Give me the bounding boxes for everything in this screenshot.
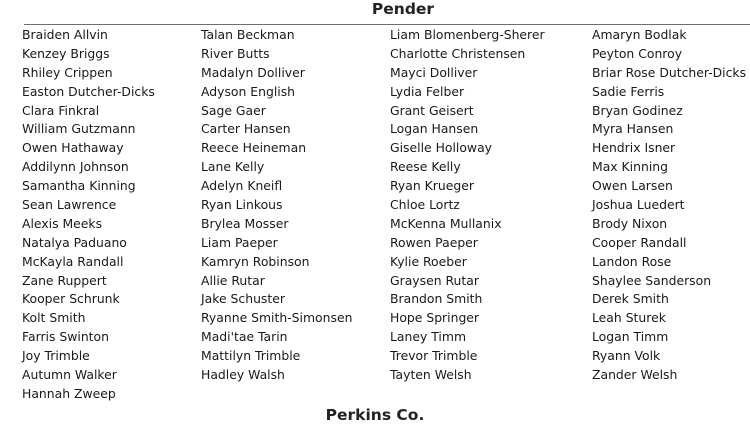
student-name: Madalyn Dolliver: [201, 64, 305, 80]
student-name: Logan Timm: [592, 329, 669, 345]
student-name: Joshua Luedert: [592, 197, 685, 213]
student-name: Zander Welsh: [592, 367, 678, 383]
student-name: Talan Beckman: [201, 27, 295, 42]
name-column-1: [22, 26, 155, 404]
student-name: River Butts: [201, 45, 270, 61]
student-name: Sage Gaer: [201, 102, 266, 118]
student-name: Mayci Dolliver: [390, 64, 478, 80]
student-name: Joy Trimble: [22, 348, 90, 364]
student-name: Briar Rose Dutcher-Dicks: [592, 64, 747, 80]
student-name: Kooper Schrunk: [22, 291, 120, 307]
student-name: Carter Hansen: [201, 121, 291, 137]
student-name: Hope Springer: [390, 310, 480, 326]
section-heading: Pender: [371, 0, 435, 18]
student-name: Ryan Linkous: [201, 197, 283, 213]
student-name: Addilynn Johnson: [22, 159, 129, 175]
student-name: Ryann Volk: [592, 348, 661, 364]
student-name: McKenna Mullanix: [390, 215, 502, 231]
name-column-4: [592, 26, 746, 385]
student-name: Brylea Mosser: [201, 215, 289, 231]
student-name: Madi'tae Tarin: [201, 329, 288, 345]
student-name: Liam Paeper: [201, 234, 278, 250]
student-name: Graysen Rutar: [390, 272, 479, 288]
student-name: Brody Nixon: [592, 215, 668, 231]
student-name: Hendrix Isner: [592, 140, 676, 156]
student-name: Braiden Allvin: [22, 27, 108, 42]
student-name: Derek Smith: [592, 291, 669, 307]
student-name: Max Kinning: [592, 159, 668, 175]
student-name: Giselle Holloway: [390, 140, 492, 156]
student-name: Laney Timm: [390, 329, 467, 345]
student-name: Easton Dutcher-Dicks: [22, 83, 155, 99]
student-name: Rhiley Crippen: [22, 64, 113, 80]
student-name: Peyton Conroy: [592, 45, 683, 61]
student-name: Logan Hansen: [390, 121, 479, 137]
student-name: Sadie Ferris: [592, 83, 665, 99]
student-name: Adelyn Kneifl: [201, 178, 283, 194]
student-name: Mattilyn Trimble: [201, 348, 301, 364]
student-name: Adyson English: [201, 83, 296, 99]
student-name: Farris Swinton: [22, 329, 109, 345]
student-name: Leah Sturek: [592, 310, 666, 326]
student-name: Tayten Welsh: [390, 367, 472, 383]
student-name: Charlotte Christensen: [390, 45, 526, 61]
student-name: Zane Ruppert: [22, 272, 107, 288]
student-name: Samantha Kinning: [22, 178, 136, 194]
student-name: Reese Kelly: [390, 159, 461, 175]
student-name: Clara Finkral: [22, 102, 100, 118]
student-name: McKayla Randall: [22, 253, 124, 269]
student-name: Ryanne Smith-Simonsen: [201, 310, 353, 326]
student-name: Lane Kelly: [201, 159, 265, 175]
name-column-2: [201, 26, 352, 385]
student-name: Brandon Smith: [390, 291, 483, 307]
name-column-3: [390, 26, 545, 385]
student-name: Ryan Krueger: [390, 178, 474, 194]
student-name: Kolt Smith: [22, 310, 86, 326]
student-name: Cooper Randall: [592, 234, 687, 250]
student-name: Alexis Meeks: [22, 215, 103, 231]
student-name: Kylie Roeber: [390, 253, 467, 269]
next-section-heading: Perkins Co.: [325, 406, 425, 424]
student-name: Owen Larsen: [592, 178, 673, 194]
student-name: Chloe Lortz: [390, 197, 460, 213]
student-name: William Gutzmann: [22, 121, 136, 137]
student-name: Kamryn Robinson: [201, 253, 310, 269]
student-name: Shaylee Sanderson: [592, 272, 712, 288]
student-name: Lydia Felber: [390, 83, 465, 99]
student-name: Autumn Walker: [22, 367, 117, 383]
student-name: Myra Hansen: [592, 121, 674, 137]
student-name: Rowen Paeper: [390, 234, 478, 250]
student-name: Trevor Trimble: [390, 348, 478, 364]
heading-divider: [24, 24, 750, 25]
student-name: Bryan Godinez: [592, 102, 683, 118]
student-name: Amaryn Bodlak: [592, 27, 687, 42]
student-name: Liam Blomenberg-Sherer: [390, 27, 545, 42]
student-name: Hannah Zweep: [22, 385, 116, 401]
student-name: Jake Schuster: [201, 291, 285, 307]
student-name: Owen Hathaway: [22, 140, 124, 156]
student-name: Landon Rose: [592, 253, 672, 269]
student-name: Sean Lawrence: [22, 197, 117, 213]
student-name: Grant Geisert: [390, 102, 474, 118]
student-name: Natalya Paduano: [22, 234, 127, 250]
student-name: Allie Rutar: [201, 272, 265, 288]
student-name: Hadley Walsh: [201, 367, 285, 383]
student-name: Reece Heineman: [201, 140, 307, 156]
student-name: Kenzey Briggs: [22, 45, 110, 61]
